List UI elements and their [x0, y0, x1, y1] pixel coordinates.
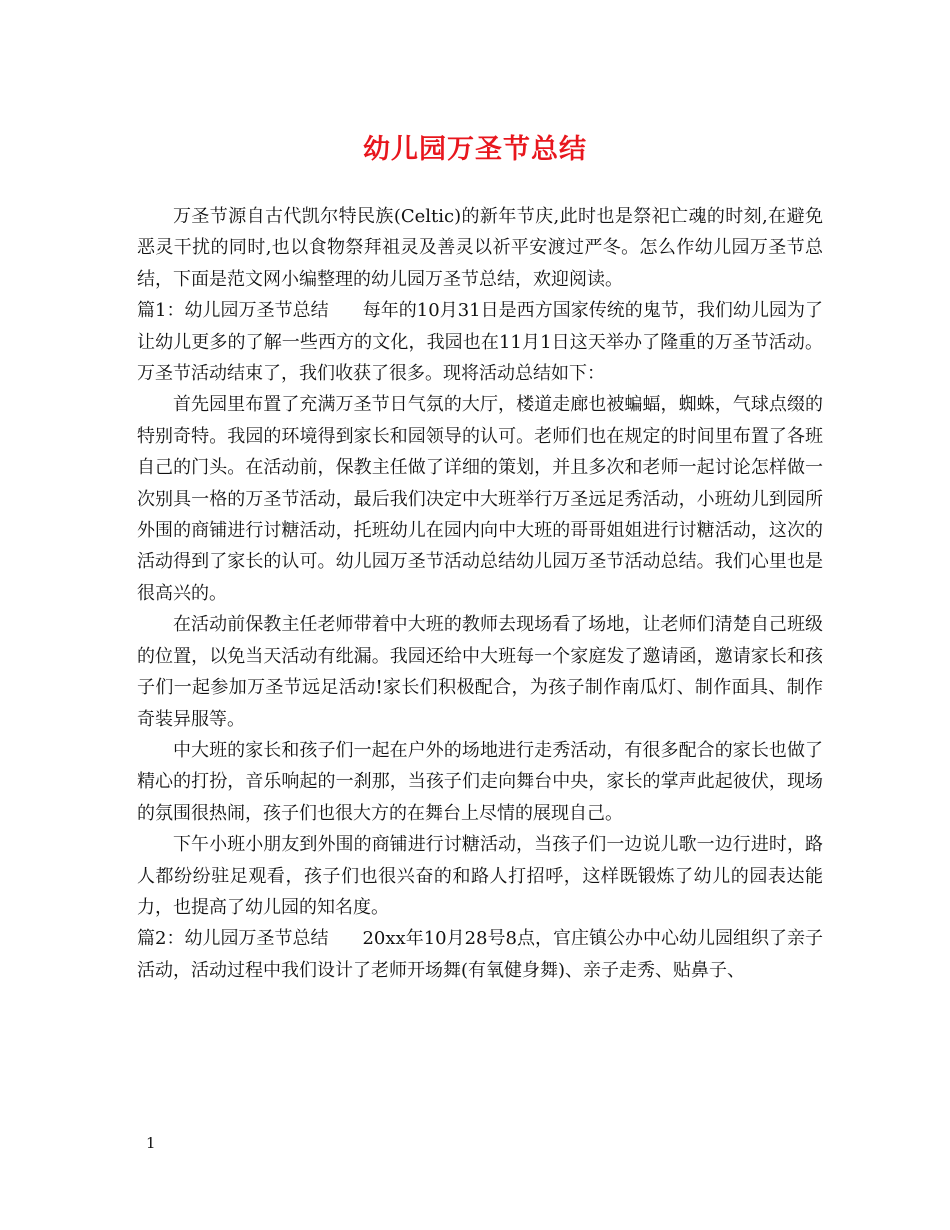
section-1-paragraph	[137, 295, 823, 389]
section-1-heading: 篇1：幼儿园万圣节总结	[137, 300, 329, 322]
body-paragraph: 在活动前保教主任老师带着中大班的教师去现场看了场地，让老师们清楚自己班级的位置，以免当天活动有纰漏。我园还给中大班每一个家庭发了邀请函，邀请家长和孩子们一起参加万圣节远足活动!家长们积极配合，为孩子制作南瓜灯、制作面具、制作奇装异服等。	[137, 614, 823, 730]
intro-paragraph: 万圣节源自古代凯尔特民族(Celtic)的新年节庆,此时也是祭祀亡魂的时刻,在避免恶灵干扰的同时,也以食物祭拜祖灵及善灵以祈平安渡过严冬。怎么作幼儿园万圣节总结，下面是范文网小编整理的幼儿园万圣节总结，欢迎阅读。	[137, 206, 823, 290]
body-paragraph: 下午小班小朋友到外围的商铺进行讨糖活动，当孩子们一边说儿歌一边行进时，路人都纷纷驻足观看，孩子们也很兴奋的和路人打招呼，这样既锻炼了幼儿的园表达能力，也提高了幼儿园的知名度。	[137, 834, 823, 918]
body-paragraph: 中大班的家长和孩子们一起在户外的场地进行走秀活动，有很多配合的家长也做了精心的打扮，音乐响起的一刹那，当孩子们走向舞台中央，家长的掌声此起彼伏，现场的氛围很热闹，孩子们也很大方的在舞台上尽情的展现自己。	[137, 739, 823, 824]
document-title: 幼儿园万圣节总结	[363, 134, 587, 165]
document-body	[137, 201, 823, 986]
body-paragraph: 首先园里布置了充满万圣节日气氛的大厅，楼道走廊也被蝙蝠，蜘蛛，气球点缀的特别奇特。我园的环境得到家长和园领导的认可。老师们也在规定的时间里布置了各班自己的门头。在活动前，保教主任做了详细的策划，并且多次和老师一起讨论怎样做一次别具一格的万圣节活动，最后我们决定中大班举行万圣远足秀活动，小班幼儿到园所外围的商铺进行讨糖活动，托班幼儿在园内向中大班的哥哥姐姐进行讨糖活动，这次的活动得到了家长的认可。幼儿园万圣节活动总结幼儿园万圣节活动总结。我们心里也是很高兴的。	[137, 394, 823, 604]
section-2-heading: 篇2：幼儿园万圣节总结	[137, 928, 329, 950]
section-2-lead-text: 20xx年10月28号8点，官庄镇公办中心幼儿园组织了亲子活动，活动过程中我们设计了老师开场舞(有氧健身舞)、亲子走秀、贴鼻子、	[137, 928, 824, 981]
section-2-paragraph	[137, 923, 823, 986]
section-1-lead-text: 每年的10月31日是西方国家传统的鬼节，我们幼儿园为了让幼儿更多的了解一些西方的文化，我园也在11月1日这天举办了隆重的万圣节活动。万圣节活动结束了，我们收获了很多。现将活动总结如下：	[137, 300, 824, 385]
page-number: 1	[146, 1134, 156, 1152]
